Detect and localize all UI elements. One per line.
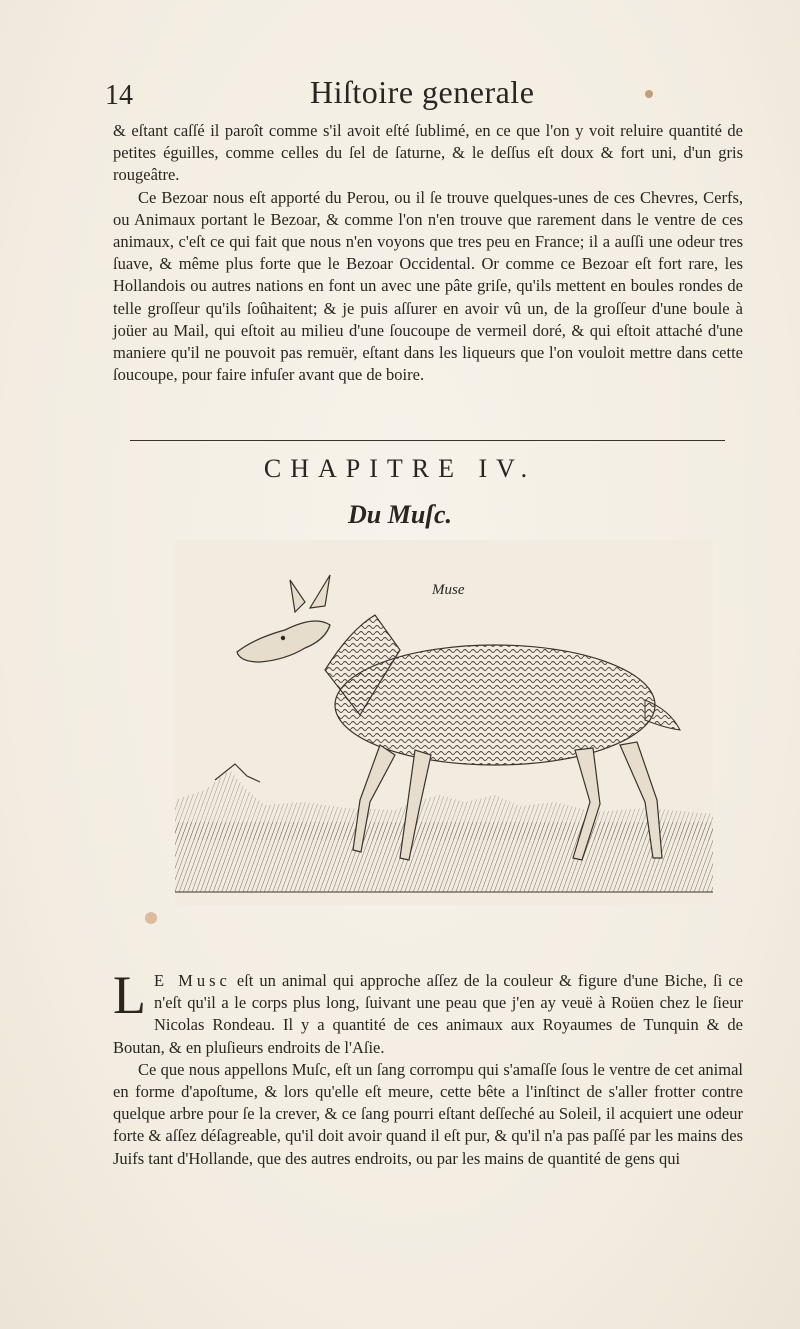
dropcap-letter: L (113, 965, 146, 1025)
top-text-block (113, 120, 743, 386)
ornament-dot (645, 90, 653, 98)
chapter-title: CHAPITRE IV. (263, 454, 537, 483)
running-title: Hiſtoire generale (310, 74, 535, 110)
paragraph-bezoar-1: & eſtant caſſé il paroît comme s'il avoit eſté ſublimé, en ce que l'on y voit reluire quantité de petites éguilles, comme celles du ſel de ſaturne, & le deſſus eſt doux & fort uni, d'un gris rougeâtre. (113, 121, 743, 185)
bottom-text-block (113, 965, 743, 1170)
section-rule (130, 440, 725, 441)
paragraph-musc-1 (113, 965, 743, 1059)
paragraph-bezoar-2: Ce Bezoar nous eſt apporté du Perou, ou il ſe trouve quelques-unes de ces Chevres, Cerfs, ou Animaux portant le Bezoar, & comme l'on n'en trouve que rarement dans le ventre de ces animaux, c'eſt ce qui fait que nous n'en voyons que tres peu en France; il a auſſi une odeur tres ſuave, & même plus forte que le Bezoar Occidental. Or comme ce Bezoar eſt fort rare, les Hollandois ou autres nations en font un avec une pâte griſe, qu'ils mettent en boules rondes de telle groſſeur qu'ils ſoûhaitent; & je puis aſſurer en avoir vû un, de la groſſeur d'une boule à joüer au Mail, qui eſtoit au milieu d'une ſoucoupe de vermeil doré, & qui eſtoit attaché d'une maniere qu'il ne pouvoit pas remuër, eſtant dans les liqueurs que l'on vouloit mettre dans cette ſoucoupe, pour faire infuſer avant que de boire. (113, 187, 743, 385)
lead-caps: E Musc (154, 971, 231, 990)
paragraph-musc-2: Ce que nous appellons Muſc, eſt un ſang corrompu qui s'amaſſe ſous le ventre de cet animal en forme d'apoſtume, & lors qu'elle eſt meure, cette bête a l'inſtinct de s'aller frotter contre quelque arbre pour ſe la crever, & ce ſang pourri eſtant deſſeché au Soleil, il acquiert une odeur forte & aſſez déſagreable, qu'il doit avoir quand il eſt pur, & qu'il n'a pas paſſé par les mains des Juifs tant d'Hollande, que des autres endroits, ou par les mains de quantité de gens qui (113, 1059, 743, 1168)
paper-stain (145, 912, 157, 924)
chapter-subtitle: Du Muſc. (347, 500, 452, 529)
page-header (105, 74, 665, 114)
engraving-caption: Muse (432, 582, 465, 598)
page-number: 14 (105, 80, 133, 111)
paragraph-musc-1-rest: eſt un animal qui approche aſſez de la couleur & figure d'une Biche, ſi ce n'eſt qu'il a le corps plus long, ſuivant une peau que j'en ay veuë à Roüen chez le ſieur Nicolas Rondeau. Il y a quantité de ces animaux aux Royaumes de Tunquin & de Boutan, & en pluſieurs endroits de l'Aſie. (113, 971, 743, 1057)
